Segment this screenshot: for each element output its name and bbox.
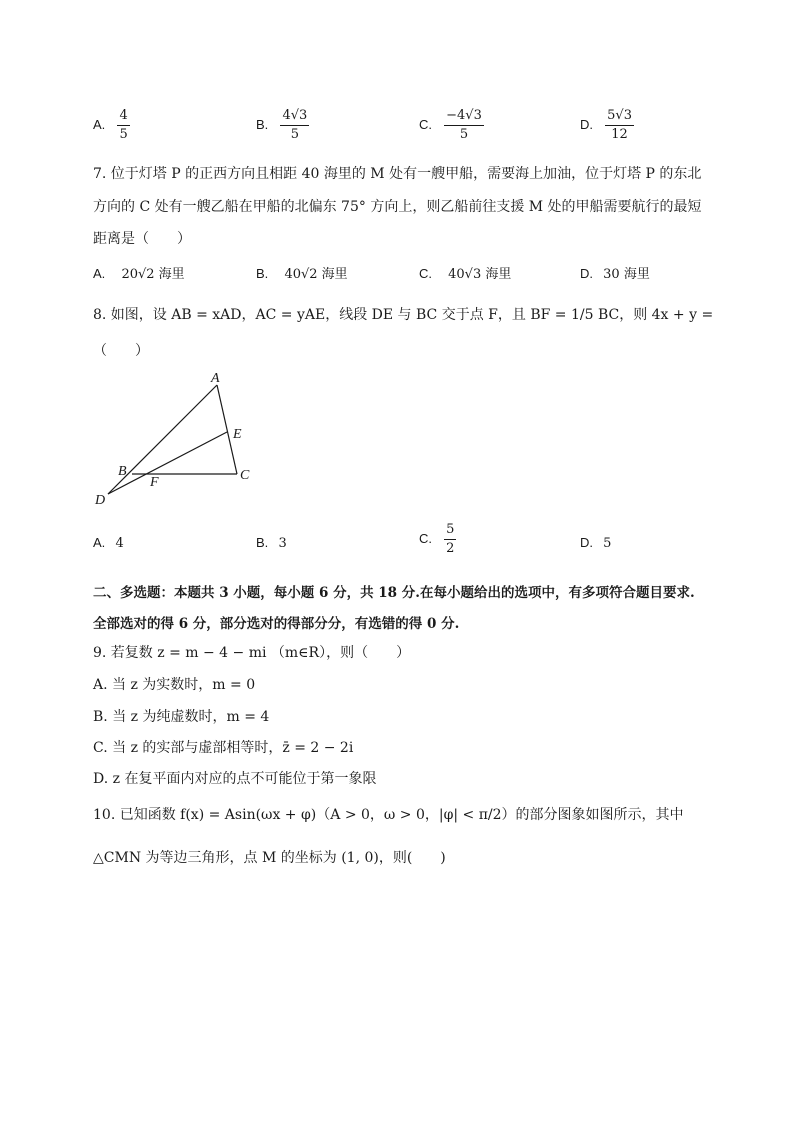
q6-option-a[interactable] [93, 108, 130, 143]
denominator: 5 [459, 127, 469, 142]
point-label-e: E [233, 427, 242, 442]
option-text: 40√3 海里 [448, 267, 512, 282]
q10-stem-line2: △CMN 为等边三角形，点 M 的坐标为 (1, 0)，则( ) [93, 850, 446, 866]
option-text: 30 海里 [603, 267, 650, 282]
option-text: 20√2 海里 [121, 267, 185, 282]
numerator: 5√3 [605, 108, 634, 126]
q6-option-b[interactable] [256, 108, 309, 143]
q8-stem-line1: 8. 如图，设 AB = xAD，AC = yAE，线段 DE 与 BC 交于点 F，且 BF = 1/5 BC，则 4x + y = [93, 307, 714, 323]
section2-heading-line1: 二、多选题：本题共 3 小题，每小题 6 分，共 18 分.在每小题给出的选项中，有多项符合题目要求. [93, 585, 695, 601]
fraction [444, 522, 456, 557]
option-text: 3 [278, 536, 287, 551]
section2-heading-line2: 全部选对的得 6 分，部分选对的得部分分，有选错的得 0 分. [93, 616, 460, 632]
point-label-b: B [118, 464, 127, 479]
q10-stem-line1: 10. 已知函数 f(x) = Asin(ωx + φ)（A > 0，ω > 0，|φ| < π/2）的部分图象如图所示，其中 [93, 807, 684, 823]
numerator: 4√3 [280, 108, 309, 126]
option-text: 4 [115, 536, 124, 551]
figure-lines [108, 385, 237, 494]
option-label: C. [419, 266, 432, 281]
q8-stem-line2: （ ） [93, 343, 149, 359]
segment-de [108, 432, 227, 494]
q7-option-d[interactable] [580, 263, 650, 282]
option-label: B. [256, 266, 269, 281]
point-label-d: D [95, 493, 106, 508]
option-label: D. [580, 535, 593, 550]
fraction [444, 108, 484, 143]
numerator: 4 [117, 108, 129, 126]
option-label: A. [93, 117, 106, 132]
q7-option-b[interactable] [256, 263, 348, 282]
option-label: B. [256, 117, 269, 132]
q7-option-a[interactable] [93, 263, 185, 282]
denominator: 2 [446, 541, 455, 556]
q7-stem-line3: 距离是（ ） [93, 231, 191, 247]
numerator: −4√3 [444, 108, 484, 126]
option-text: 40√2 海里 [284, 267, 348, 282]
option-label: D. [580, 266, 593, 281]
option-label: B. [256, 535, 269, 550]
q9-option-d[interactable]: D. z 在复平面内对应的点不可能位于第一象限 [93, 771, 377, 787]
q9-option-a[interactable]: A. 当 z 为实数时，m = 0 [93, 677, 256, 693]
numerator: 5 [444, 522, 456, 540]
q8-option-d[interactable] [580, 535, 611, 551]
denominator: 5 [119, 127, 128, 142]
option-label: A. [93, 266, 106, 281]
q9-stem: 9. 若复数 z = m − 4 − mi （m∈R），则（ ） [93, 645, 411, 661]
q7-option-c[interactable] [419, 263, 511, 282]
q8-option-c[interactable] [419, 522, 456, 557]
fraction [605, 108, 634, 143]
point-label-c: C [240, 468, 250, 483]
q7-stem-line2: 方向的 C 处有一艘乙船在甲船的北偏东 75° 方向上，则乙船前往支援 M 处的甲船需要航行的最短 [93, 199, 702, 215]
option-text: 5 [603, 536, 612, 551]
q7-stem-line1: 7. 位于灯塔 P 的正西方向且相距 40 海里的 M 处有一艘甲船，需要海上加油，位于灯塔 P 的东北 [93, 166, 702, 182]
denominator: 5 [290, 127, 299, 142]
q6-option-d[interactable] [580, 108, 634, 143]
point-label-a: A [211, 371, 220, 386]
q9-option-c[interactable]: C. 当 z 的实部与虚部相等时，z̄ = 2 − 2i [93, 740, 354, 756]
option-label: C. [419, 531, 432, 546]
option-label: A. [93, 535, 106, 550]
q8-option-a[interactable] [93, 535, 124, 551]
option-label: D. [580, 117, 593, 132]
q6-option-c[interactable] [419, 108, 484, 143]
denominator: 12 [611, 127, 628, 142]
fraction [117, 108, 129, 143]
triangle-figure [90, 365, 270, 510]
q8-option-b[interactable] [256, 535, 287, 551]
fraction [280, 108, 309, 143]
point-label-f: F [150, 475, 159, 490]
q9-option-b[interactable]: B. 当 z 为纯虚数时，m = 4 [93, 709, 270, 725]
option-label: C. [419, 117, 432, 132]
